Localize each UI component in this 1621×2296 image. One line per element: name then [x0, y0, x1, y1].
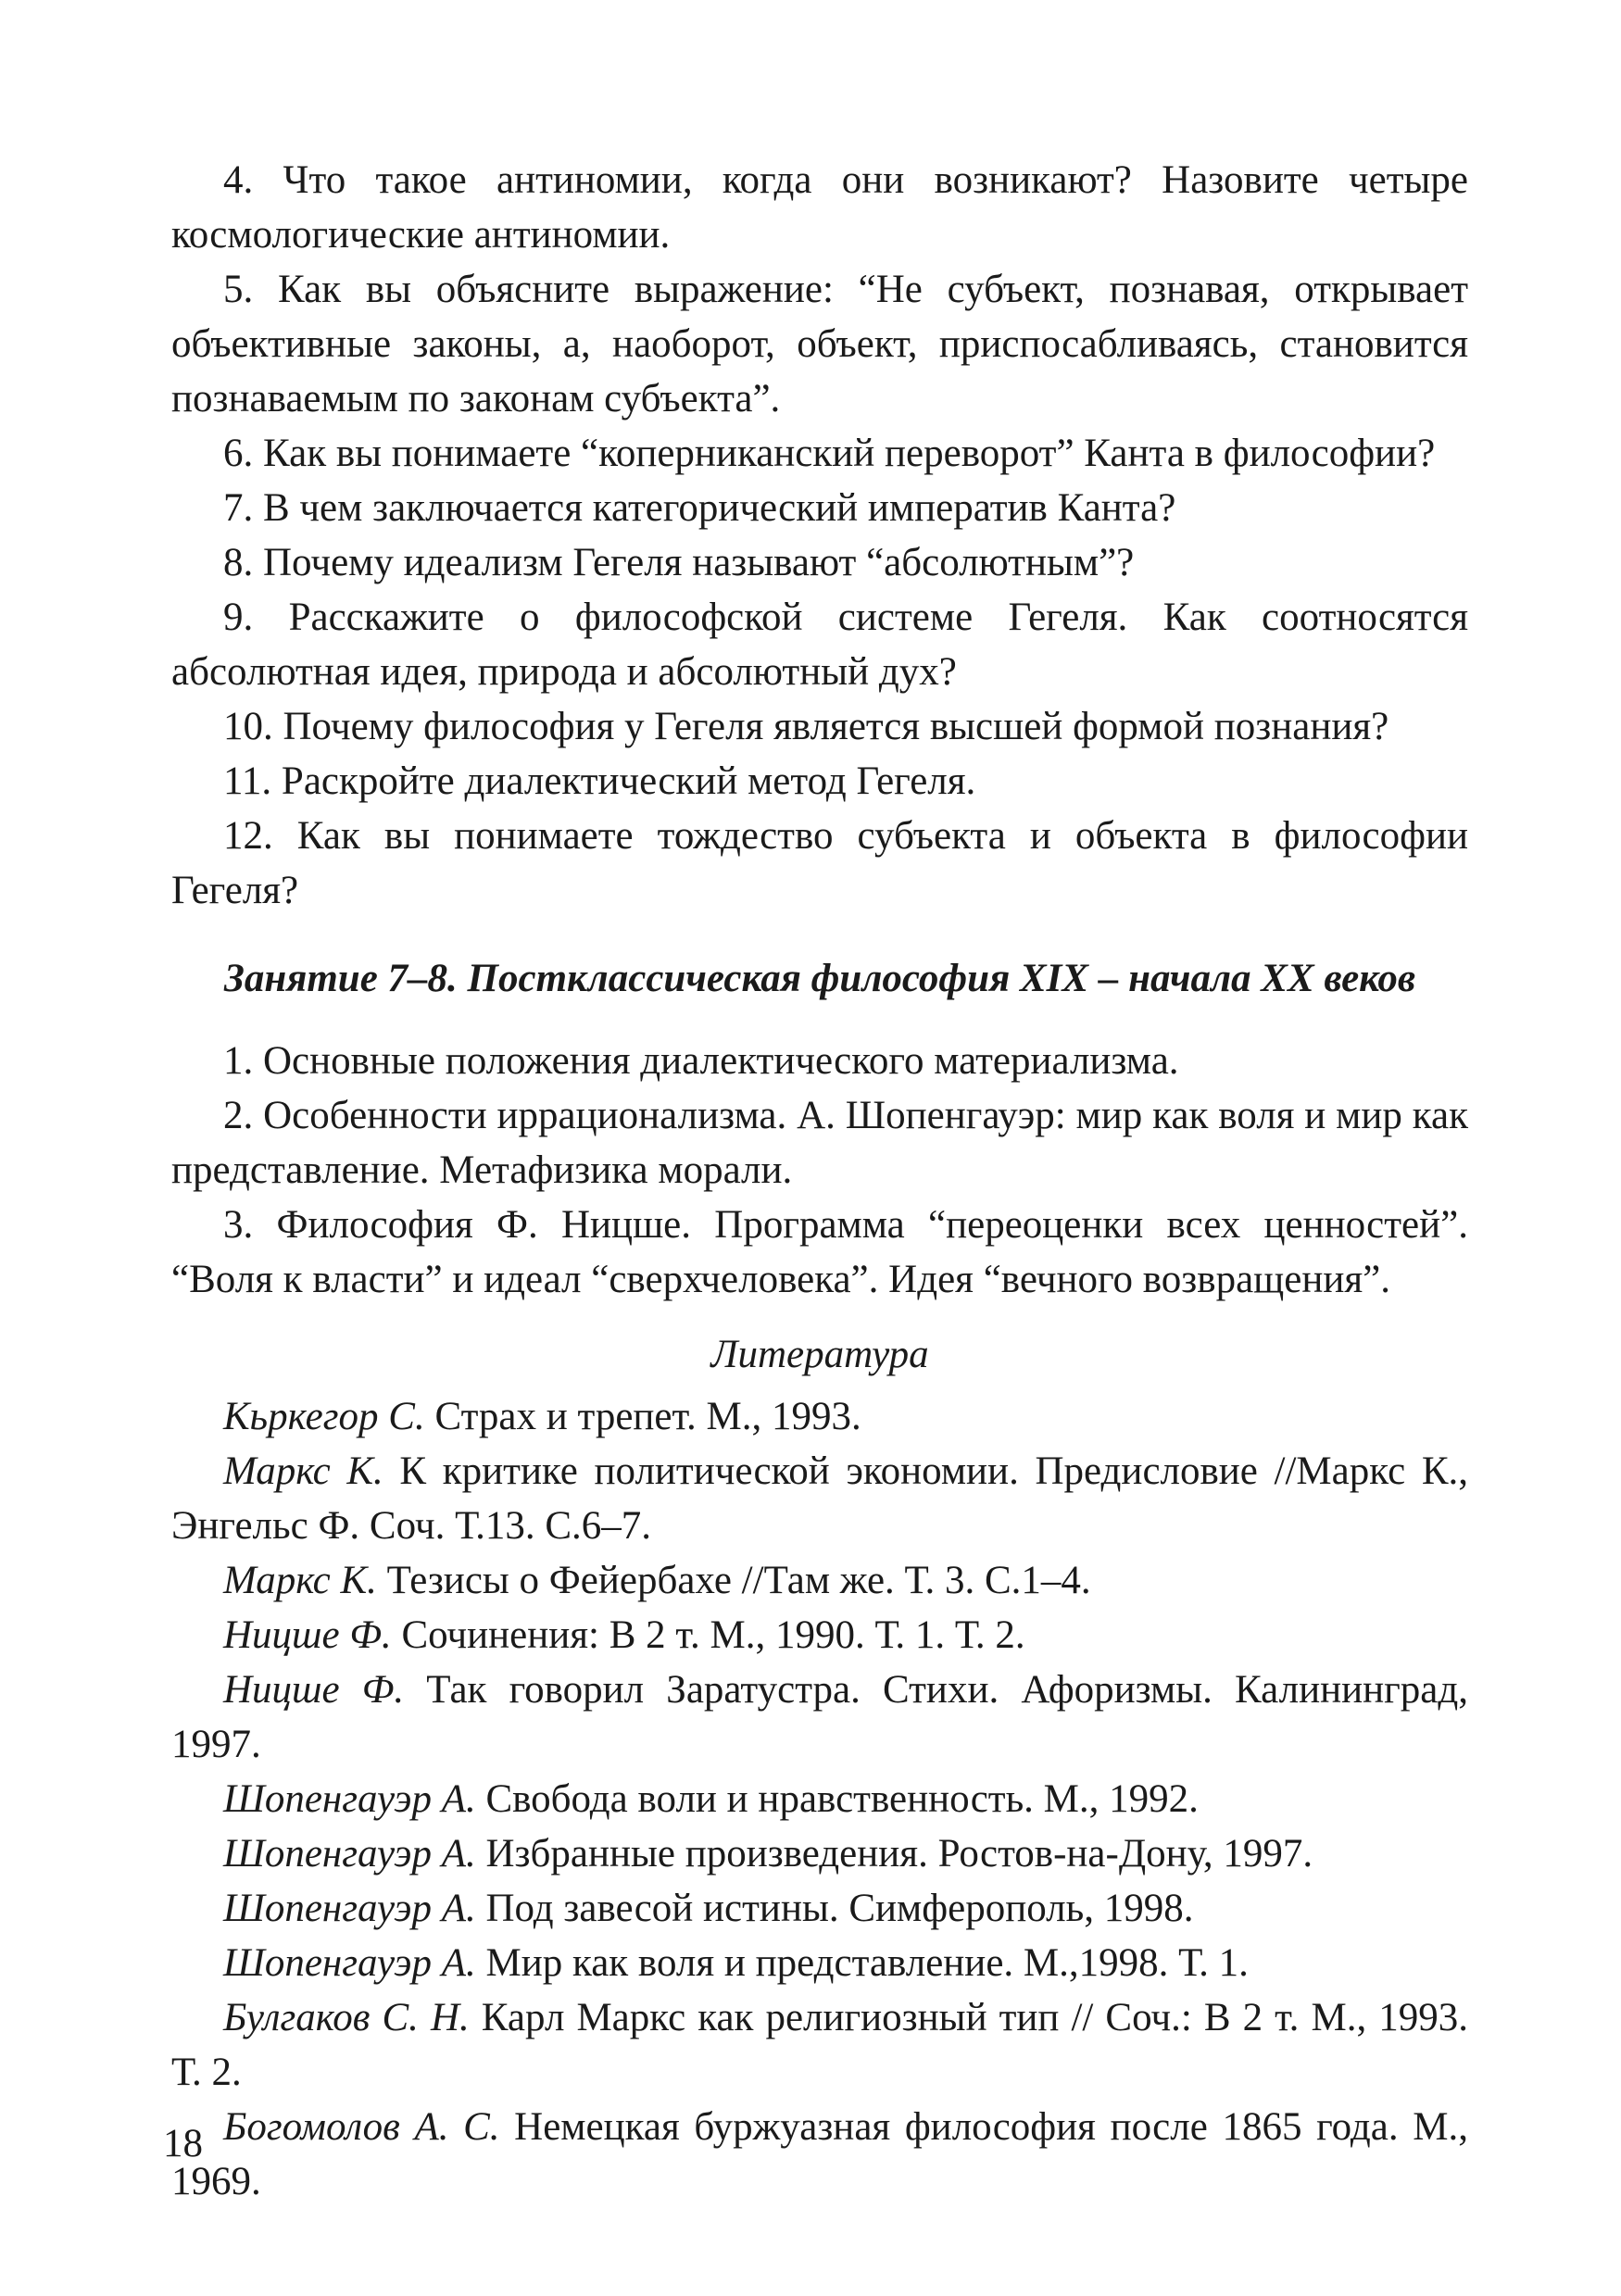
literature-text: Под завесой истины. Симферополь, 1998. — [475, 1887, 1194, 1930]
literature-author: Шопенгауэр А. — [223, 1777, 476, 1821]
questions-list — [171, 153, 1468, 918]
literature-text: Избранные произведения. Ростов-на-Дону, 1997. — [475, 1832, 1313, 1876]
literature-item — [171, 1553, 1468, 1608]
section-title: Занятие 7–8. Постклассическая философия XIX – начала XX веков — [223, 957, 1416, 1000]
literature-author: Маркс К. — [223, 1449, 383, 1493]
literature-item — [171, 1444, 1468, 1553]
question-item: 8. Почему идеализм Гегеля называют “абсолютным”? — [223, 541, 1135, 584]
question-item: 5. Как вы объясните выражение: “Не субъект, познавая, открывает объективные законы, а, наоборот, объект, приспосабливаясь, становится познаваемым по законам субъекта”. — [171, 268, 1468, 420]
question-item: 12. Как вы понимаете тождество субъекта и объекта в философии Гегеля? — [171, 814, 1468, 912]
topic-item: 1. Основные положения диалектического материализма. — [223, 1039, 1179, 1083]
literature-text: Так говорил Заратустра. Стихи. Афоризмы. Калининград, 1997. — [171, 1668, 1468, 1766]
topic-item: 2. Особенности иррационализма. А. Шопенгауэр: мир как воля и мир как представление. Метафизика морали. — [171, 1094, 1468, 1192]
literature-item — [171, 1662, 1468, 1772]
literature-item — [171, 1772, 1468, 1826]
literature-author: Ницше Ф. — [223, 1668, 405, 1712]
literature-text: Карл Маркс как религиозный тип // Соч.: В 2 т. М., 1993. Т. 2. — [171, 1996, 1468, 2094]
question-item: 11. Раскройте диалектический метод Гегеля. — [223, 759, 976, 803]
topics-list — [171, 1034, 1468, 1307]
literature-author: Маркс К. — [223, 1559, 377, 1602]
literature-item — [171, 1389, 1468, 1444]
question-item: 7. В чем заключается категорический императив Канта? — [223, 486, 1176, 530]
literature-text: К критике политической экономии. Предисловие //Маркс К., Энгельс Ф. Соч. Т.13. С.6–7. — [171, 1449, 1468, 1548]
literature-author: Шопенгауэр А. — [223, 1887, 476, 1930]
question-item: 10. Почему философия у Гегеля является высшей формой познания? — [223, 705, 1389, 748]
literature-text: Тезисы о Фейербахе //Там же. Т. 3. С.1–4. — [376, 1559, 1091, 1602]
literature-text: Мир как воля и представление. М.,1998. Т. 1. — [475, 1941, 1249, 1985]
literature-item — [171, 1608, 1468, 1662]
question-item: 6. Как вы понимаете “коперниканский переворот” Канта в философии? — [223, 432, 1436, 475]
literature-author: Богомолов А. С. — [223, 2105, 500, 2149]
topic-item: 3. Философия Ф. Ницше. Программа “переоценки всех ценностей”. “Воля к власти” и идеал “сверхчеловека”. Идея “вечного возвращения”. — [171, 1203, 1468, 1301]
literature-item — [171, 1936, 1468, 1990]
literature-author: Шопенгауэр А. — [223, 1941, 476, 1985]
page-body — [171, 153, 1468, 2209]
literature-item — [171, 1881, 1468, 1936]
literature-item — [171, 1990, 1468, 2100]
literature-text: Страх и трепет. М., 1993. — [424, 1395, 861, 1438]
literature-text: Немецкая буржуазная философия после 1865 года. М., 1969. — [171, 2105, 1468, 2203]
literature-author: Кьркегор С. — [223, 1395, 425, 1438]
page-number: 18 — [163, 2122, 203, 2165]
literature-author: Булгаков С. Н. — [223, 1996, 470, 2039]
literature-list — [171, 1389, 1468, 2209]
literature-item — [171, 2100, 1468, 2209]
literature-text: Свобода воли и нравственность. М., 1992. — [475, 1777, 1199, 1821]
question-item: 9. Расскажите о философской системе Гегеля. Как соотносятся абсолютная идея, природа и абсолютный дух? — [171, 596, 1468, 694]
literature-author: Ницше Ф. — [223, 1613, 392, 1657]
literature-text: Сочинения: В 2 т. М., 1990. Т. 1. Т. 2. — [391, 1613, 1025, 1657]
literature-heading: Литература — [710, 1333, 929, 1376]
literature-author: Шопенгауэр А. — [223, 1832, 476, 1876]
literature-item — [171, 1826, 1468, 1881]
question-item: 4. Что такое антиномии, когда они возникают? Назовите четыре космологические антиномии. — [171, 158, 1468, 257]
